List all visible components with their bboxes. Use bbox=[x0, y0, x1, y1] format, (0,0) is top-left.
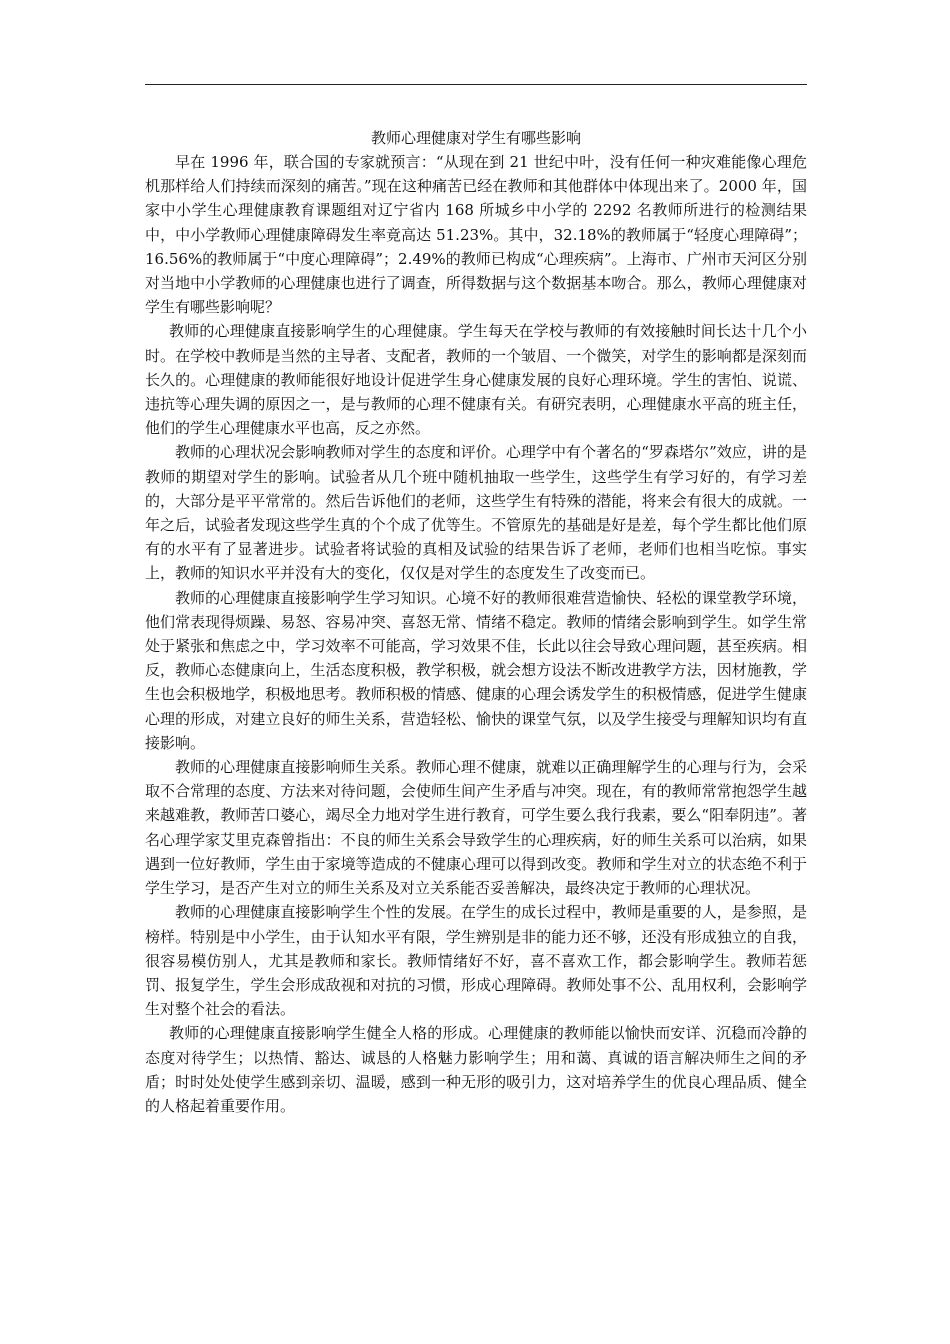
paragraph-personality-development: 教师的心理健康直接影响学生个性的发展。在学生的成长过程中，教师是重要的人，是参照，是榜样。特别是中小学生，由于认知水平有限，学生辨别是非的能力还不够，还没有形成独立的自我，很容易模仿别人，尤其是教师和家长。教师情绪好不好，喜不喜欢工作，都会影响学生。教师若惩罚、报复学生，学生会形成敌视和对抗的习惯，形成心理障碍。教师处事不公、乱用权利，会影响学生对整个社会的看法。 bbox=[145, 903, 807, 1019]
header-rule bbox=[145, 84, 807, 85]
paragraph-mental-health: 教师的心理健康直接影响学生的心理健康。学生每天在学校与教师的有效接触时间长达十几个小时。在学校中教师是当然的主导者、支配者，教师的一个皱眉、一个微笑，对学生的影响都是深刻而长久的。心理健康的教师能很好地设计促进学生身心健康发展的良好心理环境。学生的害怕、说谎、违抗等心理失调的原因之一，是与教师的心理不健康有关。有研究表明，心理健康水平高的班主任，他们的学生心理健康水平也高，反之亦然。 bbox=[145, 322, 807, 438]
document-title: 教师心理健康对学生有哪些影响 bbox=[370, 129, 581, 147]
document-body bbox=[145, 126, 807, 1118]
paragraph-intro: 早在 1996 年，联合国的专家就预言：“从现在到 21 世纪中叶，没有任何一种灾难能像心理危机那样给人们持续而深刻的痛苦。”现在这种痛苦已经在教师和其他群体中体现出来了。2000 年，国家中小学生心理健康教育课题组对辽宁省内 168 所城乡中小学的 2292 名教师所进行的检测结果中，中小学教师心理健康障碍发生率竟高达 51.23%。其中，32.18%的教师属于“轻度心理障碍”；16.56%的教师属于“中度心理障碍”；2.49%的教师已构成“心理疾病”。上海市、广州市天河区分别对当地中小学教师的心理健康也进行了调查，所得数据与这个数据基本吻合。那么，教师心理健康对学生有哪些影响呢？ bbox=[145, 153, 807, 317]
paragraph-teacher-student-relationship: 教师的心理健康直接影响师生关系。教师心理不健康，就难以正确理解学生的心理与行为，会采取不合常理的态度、方法来对待问题，会使师生间产生矛盾与冲突。现在，有的教师常常抱怨学生越来越难教，教师苦口婆心，竭尽全力地对学生进行教育，可学生要么我行我素，要么“阳奉阴违”。著名心理学家艾里克森曾指出：不良的师生关系会导致学生的心理疾病，好的师生关系可以治病，如果遇到一位好教师，学生由于家境等造成的不健康心理可以得到改变。教师和学生对立的状态绝不利于学生学习，是否产生对立的师生关系及对立关系能否妥善解决，最终决定于教师的心理状况。 bbox=[145, 758, 807, 898]
paragraph-attitude-evaluation: 教师的心理状况会影响教师对学生的态度和评价。心理学中有个著名的“罗森塔尔”效应，讲的是教师的期望对学生的影响。试验者从几个班中随机抽取一些学生，这些学生有学习好的，有学习差的，大部分是平平常常的。然后告诉他们的老师，这些学生有特殊的潜能，将来会有很大的成就。一年之后，试验者发现这些学生真的个个成了优等生。不管原先的基础是好是差，每个学生都比他们原有的水平有了显著进步。试验者将试验的真相及试验的结果告诉了老师，老师们也相当吃惊。事实上，教师的知识水平并没有大的变化，仅仅是对学生的态度发生了改变而已。 bbox=[145, 443, 807, 583]
paragraph-sound-personality: 教师的心理健康直接影响学生健全人格的形成。心理健康的教师能以愉快而安详、沉稳而冷静的态度对待学生；以热情、豁达、诚恳的人格魅力影响学生；用和蔼、真诚的语言解决师生之间的矛盾；时时处处使学生感到亲切、温暖，感到一种无形的吸引力，这对培养学生的优良心理品质、健全的人格起着重要作用。 bbox=[145, 1024, 807, 1115]
paragraph-learning-knowledge: 教师的心理健康直接影响学生学习知识。心境不好的教师很难营造愉快、轻松的课堂教学环境，他们常表现得烦躁、易怒、容易冲突、喜怒无常、情绪不稳定。教师的情绪会影响到学生。如学生常处于紧张和焦虑之中，学习效率不可能高，学习效果不佳，长此以往会导致心理问题，甚至疾病。相反，教师心态健康向上，生活态度积极，教学积极，就会想方设法不断改进教学方法，因材施教，学生也会积极地学，积极地思考。教师积极的情感、健康的心理会诱发学生的积极情感，促进学生健康心理的形成，对建立良好的师生关系，营造轻松、愉快的课堂气氛，以及学生接受与理解知识均有直接影响。 bbox=[145, 588, 807, 752]
